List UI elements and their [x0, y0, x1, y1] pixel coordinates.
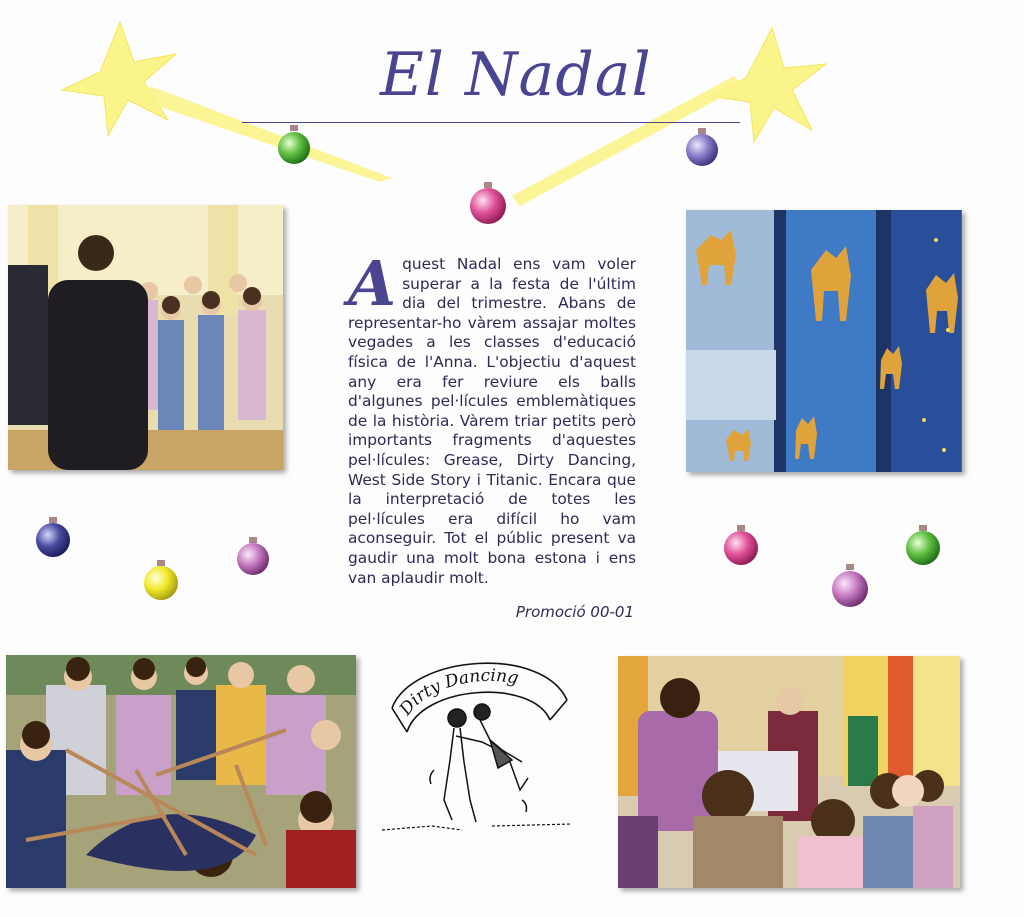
- dirty-dancing-logo: [372, 650, 592, 840]
- title-underline: [242, 122, 740, 123]
- photo-window-camels: [686, 210, 962, 472]
- photo-children-sticks: [6, 655, 356, 888]
- photo-classroom-performance: [618, 656, 960, 888]
- photo-choir: [8, 205, 283, 470]
- article-credit: Promoció 00-01: [515, 603, 634, 621]
- page-title: El Nadal: [380, 40, 652, 110]
- article-body: quest Nadal ens vam voler superar a la festa de l'últim dia del trimestre. Abans de representar-ho vàrem assajar moltes vegades a les classes d'educació física de l'Anna. L'objectiu d'aquest any era fer reviure els balls d'algunes pel·lícules emblemàtiques de la història. Vàrem triar petits però importants fragments d'aquestes pel·lícules: Grease, Dirty Dancing, West Side Story i Titanic. Encara que la interpretació de totes les pel·lícules era difícil ho vam aconseguir. Tot el públic present va gaudir una molt bona estona i ens van aplaudir molt.: [348, 255, 636, 587]
- star-left-icon: [62, 22, 176, 136]
- article-text: [348, 247, 636, 588]
- drop-cap: A: [348, 247, 397, 320]
- logo-text: Dirty Dancing: [395, 665, 521, 720]
- streamer-left: [140, 86, 392, 182]
